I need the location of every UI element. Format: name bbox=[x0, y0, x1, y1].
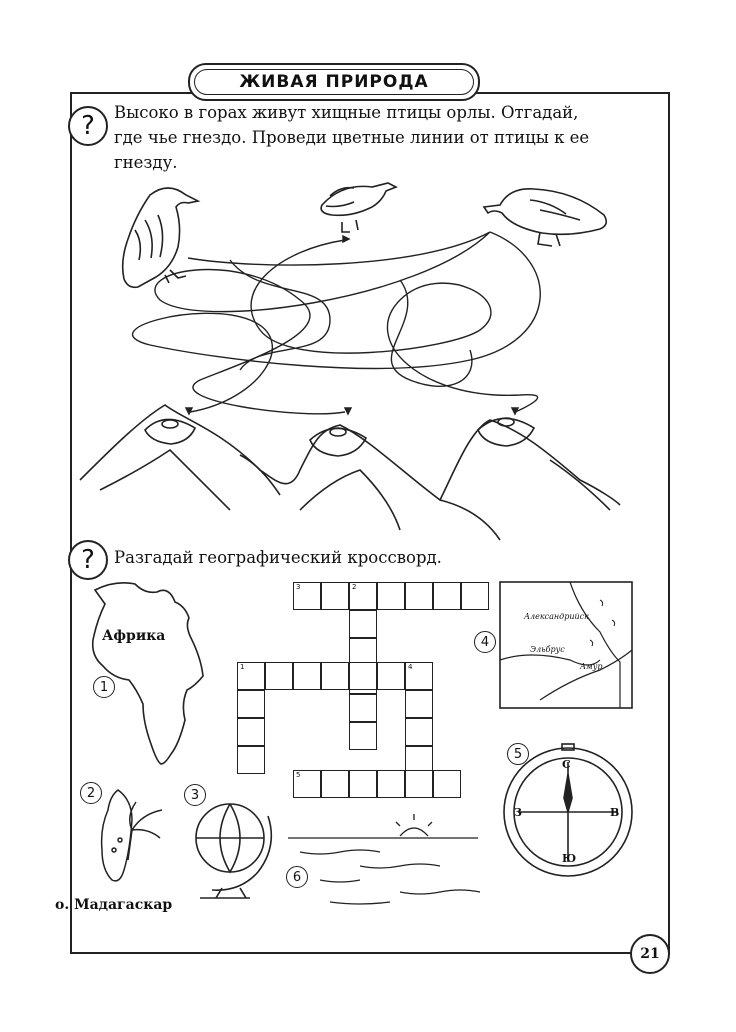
task1-line-2: где чье гнездо. Проведи цветные линии от птицы к ее bbox=[114, 128, 590, 147]
map-label-1: Александрийск bbox=[524, 612, 589, 621]
question-icon: ? bbox=[68, 106, 108, 146]
map-label-3: Амур bbox=[580, 662, 603, 671]
picture-number-5: 5 bbox=[507, 743, 529, 765]
crossword-clue-number: 4 bbox=[408, 663, 413, 671]
compass-letter-e: В bbox=[610, 806, 620, 819]
crossword-clue-number: 3 bbox=[296, 583, 301, 591]
page-number: 21 bbox=[630, 934, 670, 974]
section-title: ЖИВАЯ ПРИРОДА bbox=[239, 72, 429, 92]
question-icon-2: ? bbox=[68, 540, 108, 580]
crossword-clue-number: 5 bbox=[296, 771, 301, 779]
task2-text: Разгадай географический кроссворд. bbox=[114, 548, 442, 567]
picture-number-3: 3 bbox=[184, 784, 206, 806]
picture-number-2: 2 bbox=[80, 782, 102, 804]
crossword-clue-number: 2 bbox=[352, 583, 357, 591]
map-label-2: Эльбрус bbox=[530, 645, 565, 654]
madagascar-label: о. Мадагаскар bbox=[55, 897, 173, 913]
picture-number-6: 6 bbox=[286, 866, 308, 888]
compass-letter-w: З bbox=[514, 806, 522, 819]
picture-number-4: 4 bbox=[474, 631, 496, 653]
picture-number-1: 1 bbox=[93, 676, 115, 698]
crossword-clue-number: 1 bbox=[240, 663, 245, 671]
compass-letter-s: Ю bbox=[562, 852, 577, 865]
africa-label: Африка bbox=[102, 628, 166, 644]
task1-line-1: Высоко в горах живут хищные птицы орлы. Отгадай, bbox=[114, 103, 579, 122]
compass-letter-n: С bbox=[562, 758, 571, 771]
task1-line-3: гнезду. bbox=[114, 153, 178, 172]
